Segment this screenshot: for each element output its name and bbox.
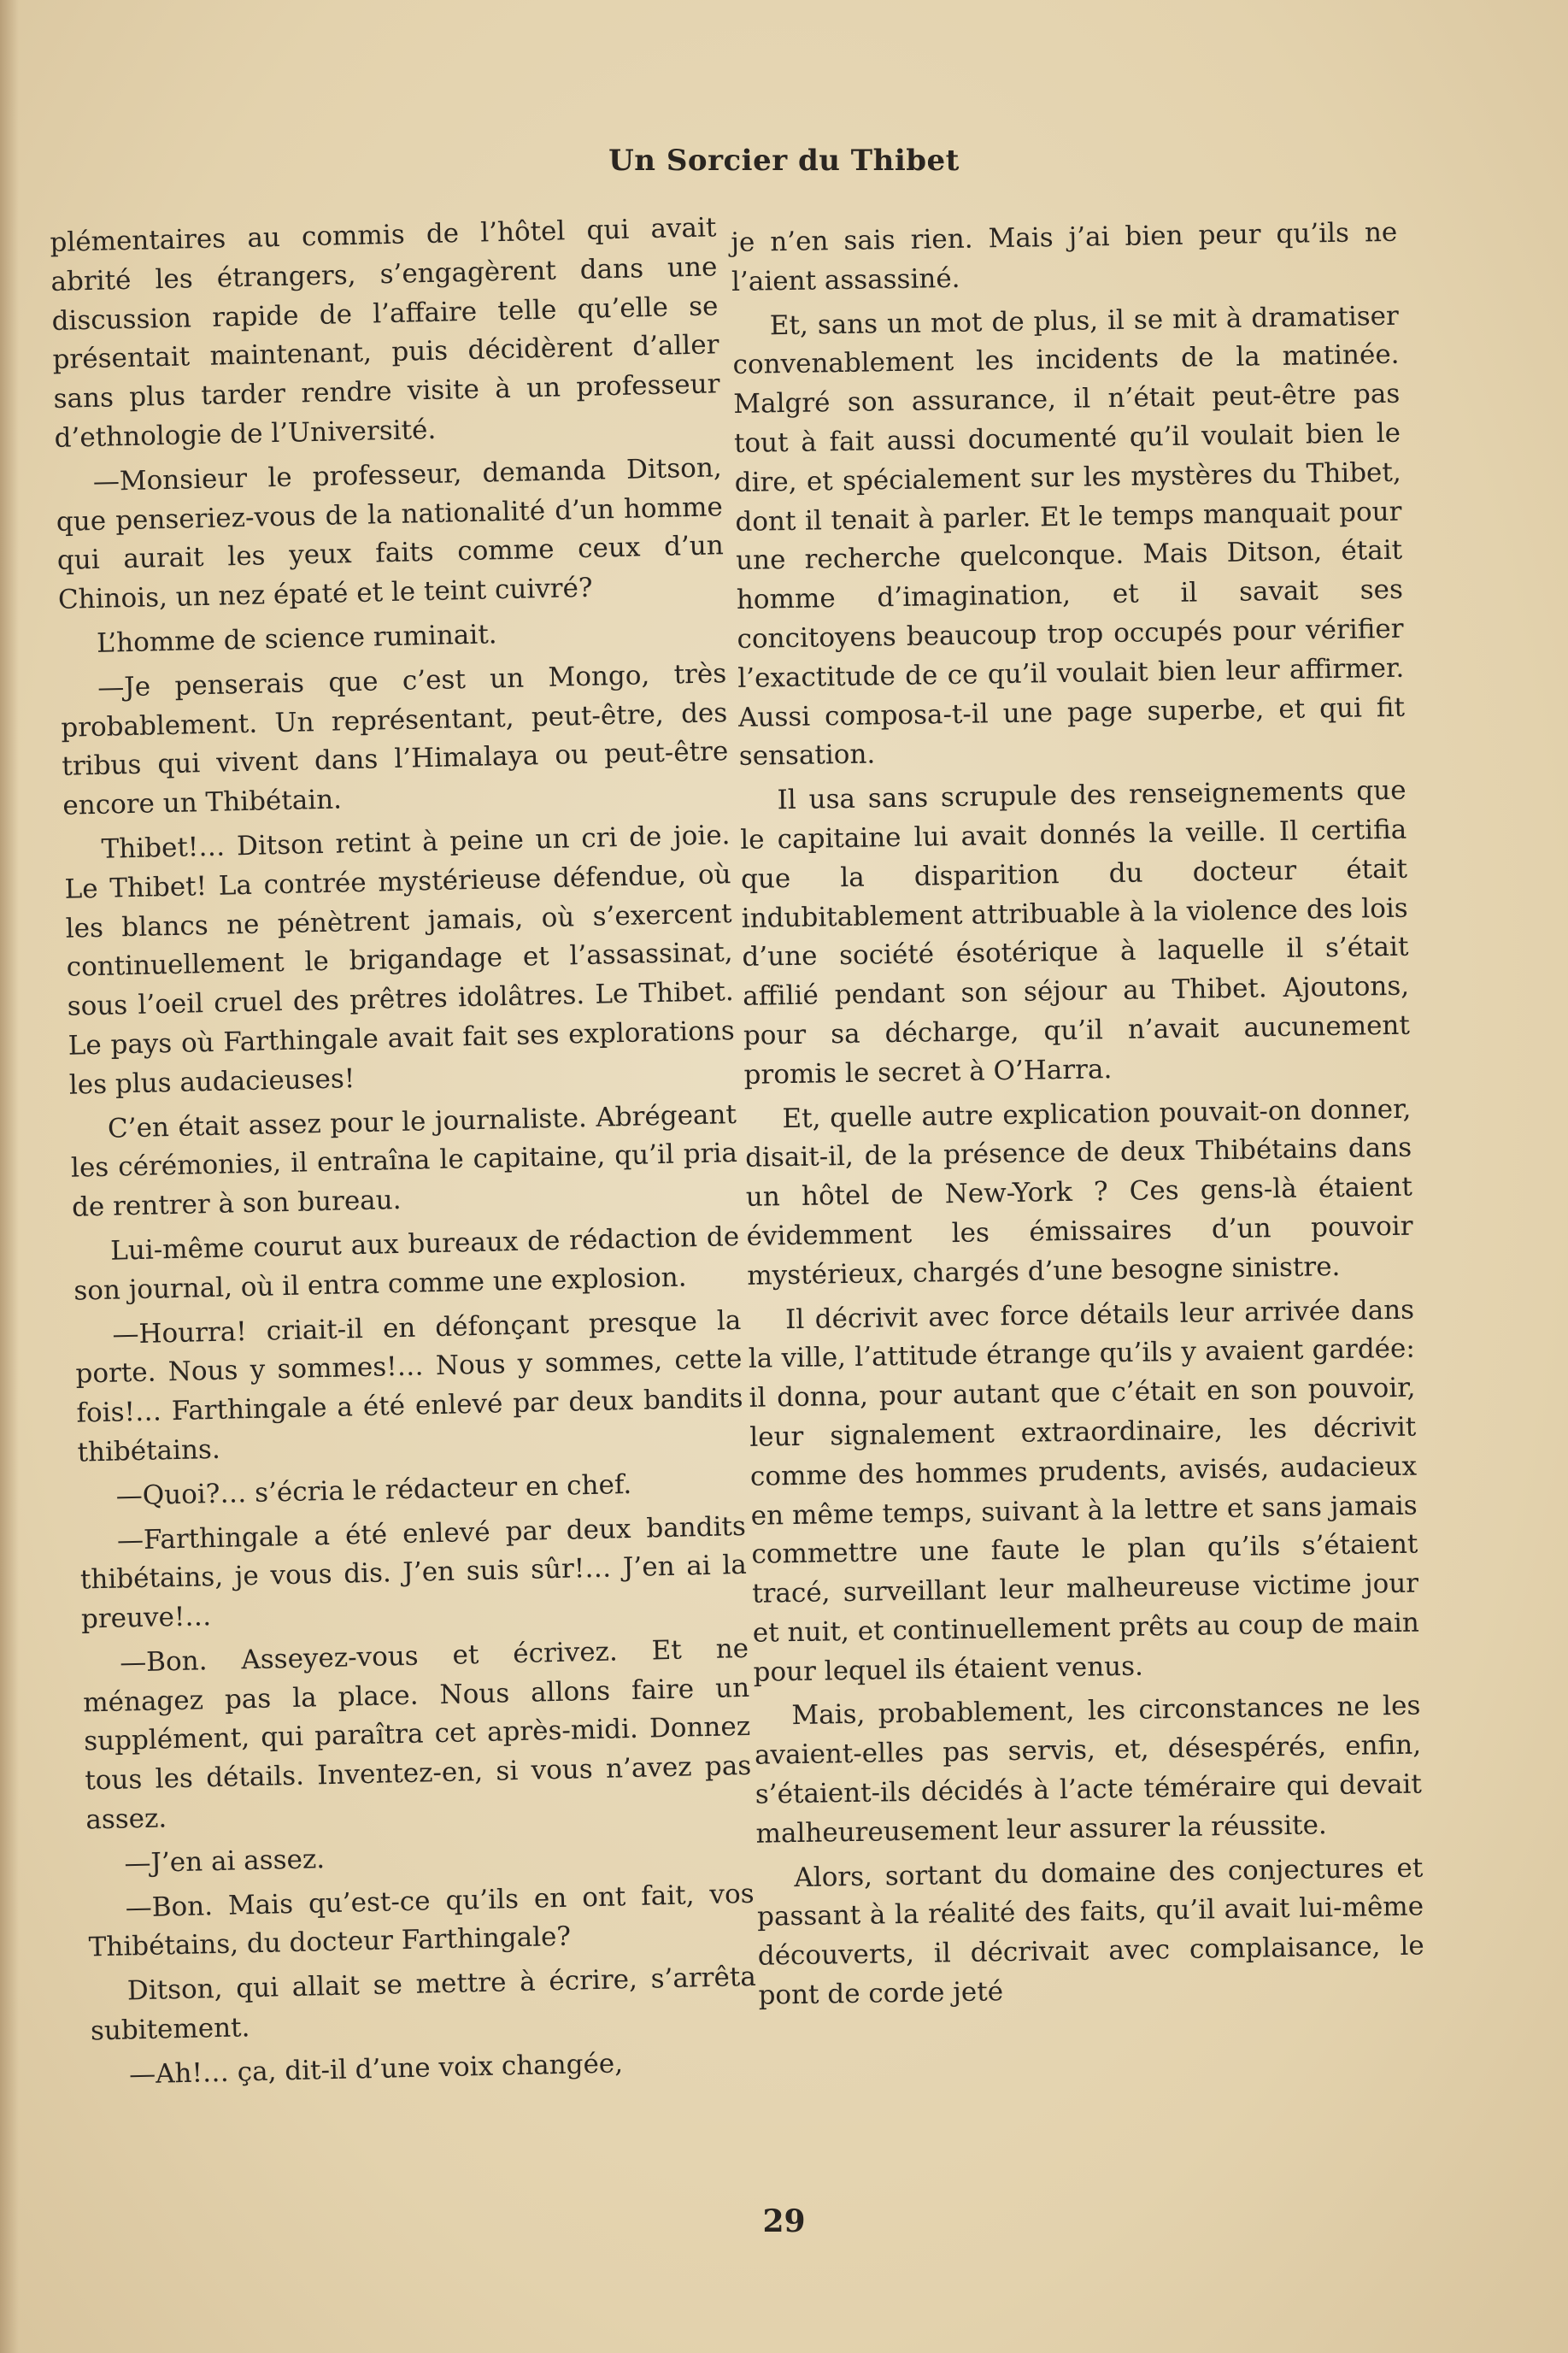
right-column [731,214,1425,2021]
paragraph: Thibet!… Ditson retint à peine un cri de joie. Le Thibet! La contrée mystérieuse défendue, où les blancs ne pénètrent jamais, où s’exercent continuellement le brigandage et l’assassinat, sous l’oeil cruel des prêtres idolâtres. Le Thibet. Le pays où Farthingale avait fait ses explorations les plus audacieuses! [64,820,736,1101]
running-header: Un Sorcier du Thibet [608,144,960,178]
paragraph: Et, sans un mot de plus, il se mit à dramatiser convenablement les incidents de la matinée. Malgré son assurance, il n’était peut-être pas tout à fait aussi documenté qu’il voulait bien le dire, et spécialement sur les mystères du Thibet, dont il tenait à parler. Et le temps manquait pour une recherche quelconque. Mais Ditson, était homme d’imagination, et il savait ses concitoyens beaucoup trop occupés pour vérifier l’exactitude de ce qu’il voulait bien leur affirmer. Aussi composa-t-il une page superbe, et qui fit sensation. [732,300,1406,773]
paragraph: Alors, sortant du domaine des conjectures et passant à la réalité des faits, qu’il avait lui-même découverts, il décrivait avec complaisance, le pont de corde jeté [756,1852,1425,2011]
page-number: 29 [762,2203,806,2239]
paragraph: —Farthingale a été enlevé par deux bandits thibétains, je vous dis. J’en suis sûr!… J’en ai la preuve!… [79,1510,748,1635]
paragraph: L’homme de science ruminait. [96,619,497,659]
paragraph: —Hourra! criait-il en défonçant presque la porte. Nous y sommes!… Nous y sommes, cette fois!… Farthingale a été enlevé par deux bandits thibétains. [75,1304,743,1468]
paragraph: C’en était assez pour le journaliste. Abrégeant les cérémonies, il entraîna le capitaine, qu’il pria de rentrer à son bureau. [70,1098,738,1223]
page-edge-shadow [0,0,19,2353]
paragraph: —Je penserais que c’est un Mongo, très probablement. Un représentant, peut-être, des tribus qui vivent dans l’Himalaya ou peut-être encore un Thibétain. [60,657,729,821]
paragraph: Il usa sans scrupule des renseignements que le capitaine lui avait donnés la veille. Il certifia que la disparition du docteur était indubitablement attribuable à la violence des lois d’une société ésotérique à laquelle il s’était affilié pendant son séjour au Thibet. Ajoutons, pour sa décharge, qu’il n’avait aucunement promis le secret à O’Harra. [740,774,1411,1091]
paragraph: Mais, probablement, les circonstances ne les avaient-elles pas servis, et, désespérés, enfin, s’étaient-ils décidés à l’acte téméraire qui devait malheureusement leur assurer la réussite. [754,1691,1423,1850]
paragraph: Lui-même courut aux bureaux de rédaction de son journal, où il entra comme une explosion. [73,1221,740,1307]
paragraph: Il décrivit avec force détails leur arrivée dans la ville, l’attitude étrange qu’ils y avaient gardée: il donna, pour autant que c’était en son pouvoir, leur signalement extraordinaire, les décrivit comme des hommes prudents, avisés, audacieux en même temps, suivant à la lettre et sans jamais commettre une faute le plan qu’ils s’étaient tracé, surveillant leur malheureuse victime jour et nuit, et continuellement prêts au coup de main pour lequel ils étaient venus. [748,1294,1420,1688]
paragraph: Et, quelle autre explication pouvait-on donner, disait-il, de la présence de deux Thibétains dans un hôtel de New-York ? Ces gens-là étaient évidemment les émissaires d’un pouvoir mystérieux, chargés d’une besogne sinistre. [744,1093,1413,1291]
paragraph: —Quoi?… s’écria le rédacteur en chef. [115,1468,632,1512]
paragraph: Ditson, qui allait se mettre à écrire, s’arrêta subitement. [90,1962,757,2047]
paragraph: —Monsieur le professeur, demanda Ditson, que penseriez-vous de la nationalité d’un homme qui aurait les yeux faits comme ceux d’un Chinois, un nez épaté et le teint cuivré? [56,452,725,616]
paragraph: je n’en sais rien. Mais j’ai bien peur qu’ils ne l’aient assassiné. [731,216,1398,297]
paragraph: —J’en ai assez. [124,1844,326,1879]
paragraph: plémentaires au commis de l’hôtel qui avait abrité les étrangers, s’engagèrent dans une discussion rapide de l’affaire telle qu’elle se présentait maintenant, puis décidèrent d’aller sans plus tarder rendre visite à un professeur d’ethnologie de l’Université. [50,212,720,454]
paragraph: —Ah!… ça, dit-il d’une voix changée, [128,2048,624,2091]
paragraph: —Bon. Asseyez-vous et écrivez. Et ne ménagez pas la place. Nous allons faire un supplément, qui paraîtra cet après-midi. Donnez tous les détails. Inventez-en, si vous n’avez pas assez. [82,1632,752,1836]
paragraph: —Bon. Mais qu’est-ce qu’ils en ont fait, vos Thibétains, du docteur Farthingale? [88,1878,755,1963]
left-column [50,209,759,2101]
